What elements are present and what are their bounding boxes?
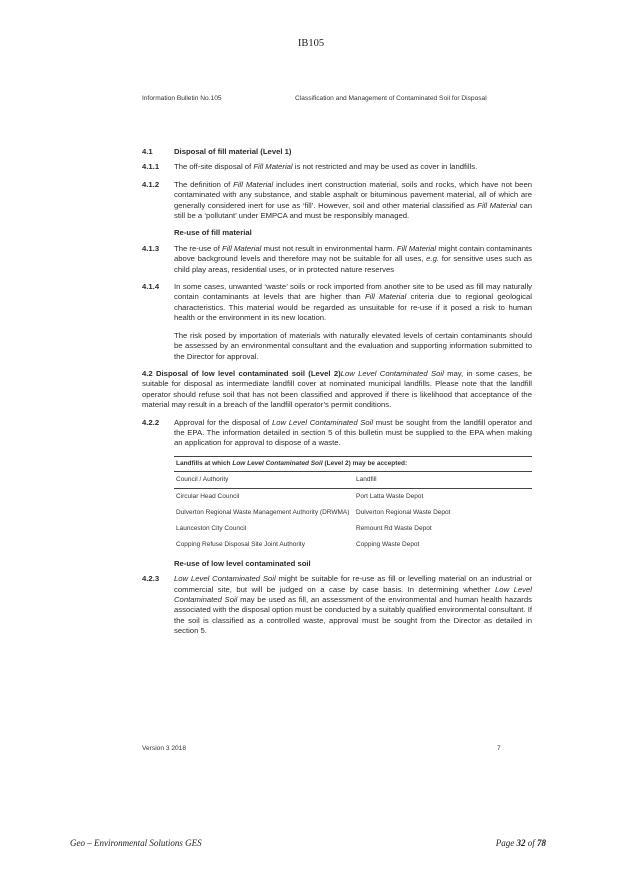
cell-landfill: Copping Waste Depot xyxy=(356,540,420,548)
document-body xyxy=(142,147,532,644)
paragraph-number: 4.2.3 xyxy=(142,574,160,584)
version-label: Version 3 2018 xyxy=(142,745,186,752)
table-title: Landfills at which Low Level Contaminated Soil (Level 2) may be accepted: xyxy=(174,456,532,471)
paragraph-4-2-3 xyxy=(142,574,532,636)
section-title: Disposal of fill material (Level 1) xyxy=(174,147,292,156)
landfills-table xyxy=(174,456,532,553)
section-heading-4-1 xyxy=(142,147,532,157)
paragraph-4-1-3 xyxy=(142,244,532,275)
paragraph-text: In some cases, unwanted ‘waste’ soils or rock imported from another site to be used as fill may naturally contain contaminants at levels that are higher than Fill Material criteria due to regional geological characteristics. This material would be regarded as unsuitable for re-use if it posed a risk to human health or the environment in its new location. xyxy=(174,282,532,323)
paragraph-number: 4.1.4 xyxy=(142,282,160,292)
bulletin-title: Classification and Management of Contaminated Soil for Disposal xyxy=(295,95,487,102)
paragraph-text: Approval for the disposal of Low Level Contaminated Soil must be sought from the landfill operator and the EPA. The information detailed in section 5 of this bulletin must be supplied to the EPA when making an application for approval to dispose of a waste. xyxy=(174,417,532,448)
cell-landfill: Port Latta Waste Depot xyxy=(356,492,424,500)
paragraph-number: 4.2.2 xyxy=(142,417,160,427)
table-row xyxy=(174,521,532,537)
section-4-2: 4.2 Disposal of low level contaminated soil (Level 2)Low Level Contaminated Soil may, in some cases, be suitable for disposal as intermediate landfill cover at nominated municipal landfills. Please note that the landfill operator should refuse soil that has not been classified and approved if there is likelihood that acceptance of the material may result in a breach of the landfill operator’s permit conditions. xyxy=(142,368,532,410)
paragraph-4-1-2 xyxy=(142,180,532,222)
company-name: Geo – Environmental Solutions GES xyxy=(70,838,202,848)
paragraph-text: Low Level Contaminated Soil might be suitable for re-use as fill or levelling material on an industrial or commercial site, but will be judged on a case by case basis. In determining whether Low Level Contaminated Soil may be used as fill, an assessment of the environmental and human health hazards associated with the disposal option must be conducted by a suitably qualified environmental consultant. If the soil is classified as a controlled waste, approval must be sought from the Director as detailed in section 5. xyxy=(174,574,532,636)
paragraph-4-1-1 xyxy=(142,162,532,172)
paragraph-4-1-4-continued: The risk posed by importation of materials with naturally elevated levels of certain contaminants should be assessed by an environmental consultant and the evaluation and supporting information submitted to the Director for approval. xyxy=(174,330,532,361)
bulletin-page-number: 7 xyxy=(497,745,501,752)
paragraph-4-1-4 xyxy=(142,282,532,324)
table-row xyxy=(174,505,532,521)
document-id: IB105 xyxy=(297,38,325,49)
cell-authority: Copping Refuse Disposal Site Joint Authority xyxy=(176,540,305,548)
document-footer xyxy=(70,838,546,848)
paragraph-text: The off-site disposal of Fill Material is not restricted and may be used as cover in landfills. xyxy=(174,162,478,172)
paragraph-4-2-2 xyxy=(142,418,532,449)
subheading-reuse-fill: Re-use of fill material xyxy=(174,228,252,238)
total-pages: 78 xyxy=(537,838,546,848)
table-header-row xyxy=(174,471,532,488)
cell-authority: Circular Head Council xyxy=(176,492,240,500)
section-heading-4-2: 4.2 Disposal of low level contaminated soil (Level 2) xyxy=(142,368,341,378)
section-number: 4.1 xyxy=(142,147,153,156)
cell-authority: Dulverton Regional Waste Management Authority (DRWMA) xyxy=(176,508,350,516)
paragraph-text: The re-use of Fill Material must not result in environmental harm. Fill Material might contain contaminants above background levels and therefore may not be suitable for all uses, e.g. for sensitive uses such as child play areas, residential uses, or in protected nature reserves xyxy=(174,243,532,274)
bulletin-footer xyxy=(142,745,532,752)
bulletin-number: Information Bulletin No.105 xyxy=(142,95,222,102)
paragraph-number: 4.1.2 xyxy=(142,179,160,189)
table-row xyxy=(174,488,532,505)
cell-authority: Launceston City Council xyxy=(176,524,247,532)
current-page: 32 xyxy=(516,838,526,848)
subheading-reuse-llcs: Re-use of low level contaminated soil xyxy=(174,558,311,568)
paragraph-number: 4.1.3 xyxy=(142,243,160,253)
paragraph-text: The definition of Fill Material includes inert construction material, soils and rocks, which have not been contaminated with any substance, and stable asphalt or bituminous pavement material, all of which are generally considered inert for use as ‘fill’. However, soil and other material classified as Fill Material can still be a ‘pollutant’ under EMPCA and must be responsibly managed. xyxy=(174,179,532,221)
table-row xyxy=(174,537,532,553)
paragraph-number: 4.1.1 xyxy=(142,162,160,172)
column-header-authority: Council / Authority xyxy=(174,471,354,488)
column-header-landfill: Landfill xyxy=(354,471,532,488)
cell-landfill: Remount Rd Waste Depot xyxy=(356,524,432,532)
cell-landfill: Dulverton Regional Waste Depot xyxy=(356,508,451,516)
page-counter: Page 32 of 78 xyxy=(495,838,546,848)
